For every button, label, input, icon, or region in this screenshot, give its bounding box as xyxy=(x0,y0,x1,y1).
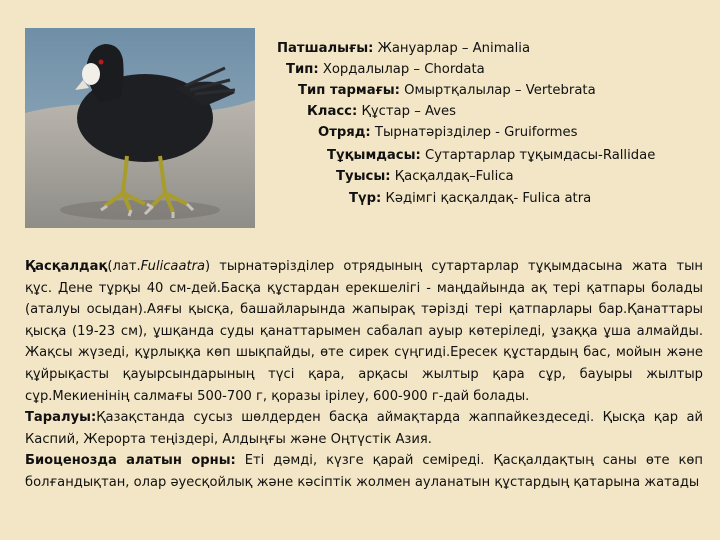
taxonomy-species xyxy=(349,188,591,210)
significance-label: Биоценозда алатын орны: xyxy=(25,453,236,469)
distribution-label: Таралуы: xyxy=(25,410,97,426)
taxonomy-kingdom xyxy=(277,38,530,60)
description-latin-prefix: (лат. xyxy=(107,259,141,274)
significance-text: Еті дәмді, күзге қарай семіреді. Қасқалдақтың саны өте көп болғандықтан, олар әуесқойлық және кәсіптік жолмен ауланатын құстардың қатарына жатады xyxy=(25,453,703,490)
taxonomy-label: Тип: xyxy=(286,62,319,77)
taxonomy-value: Кәдімгі қасқалдақ- Fulica atra xyxy=(385,191,592,206)
taxonomy-label: Тұқымдасы: xyxy=(327,148,421,163)
taxonomy-label: Класс: xyxy=(307,104,358,119)
taxonomy-label: Туысы: xyxy=(336,169,391,184)
taxonomy-phylum xyxy=(286,59,485,81)
distribution-paragraph xyxy=(25,407,703,450)
taxonomy-value: Сутартарлар тұқымдасы-Rallidae xyxy=(425,148,656,163)
coot-illustration xyxy=(25,28,255,228)
taxonomy-value: Омыртқалылар – Vertebrata xyxy=(404,83,596,98)
significance-paragraph xyxy=(25,450,703,493)
taxonomy-value: Тырнатәрізділер - Gruiformes xyxy=(374,125,578,140)
taxonomy-genus xyxy=(336,166,514,188)
description-block xyxy=(25,256,703,494)
distribution-text: Қазақстанда сусыз шөлдерден басқа аймақтарда жаппайкездеседі. Қысқа қар ай Каспий, Жерорта теңіздері, Алдыңғы және Оңтүстік Азия. xyxy=(25,410,703,447)
taxonomy-label: Тип тармағы: xyxy=(298,83,400,98)
taxonomy-label: Отряд: xyxy=(318,125,371,140)
taxonomy-label: Түр: xyxy=(349,191,382,206)
taxonomy-class xyxy=(307,101,456,123)
description-paragraph xyxy=(25,256,703,407)
description-term: Қасқалдақ xyxy=(25,259,108,274)
taxonomy-label: Патшалығы: xyxy=(277,41,374,56)
taxonomy-family xyxy=(327,145,655,167)
taxonomy-value: Хордалылар – Chordata xyxy=(322,62,485,77)
taxonomy-value: Қасқалдақ–Fulica xyxy=(394,169,514,184)
coot-photo xyxy=(25,28,255,228)
taxonomy-value: Жануарлар – Animalia xyxy=(377,41,531,56)
taxonomy-order xyxy=(318,122,578,144)
description-body: ) тырнатәрізділер отрядының сутартарлар тұқымдасына жата тын құс. Дене тұрқы 40 см-дей.Басқа құстардан ерекшелігі - маңдайында ақ тері қатпары болады (аталуы осыдан).Аяғы қысқа, башайларында жапырақ тәрізді тері қатпарлары бар.Қанаттары қысқа (19-23 см), ұшқанда суды қанаттарымен сабалап ауыр көтеріледі, ұзаққа ұша алмайды. Жақсы жүзеді, құрлыққа көп шықпайды, өте сирек сүңгиді.Ересек құстардың бас, мойын және құйрықасты қауырсындарының түсі қара, арқасы жылтыр қара сұр, бауыры жылтыр сұр.Мекиенінің салмағы 500-700 г, қоразы ірілеу, 600-900 г-дай болады. xyxy=(25,259,703,404)
taxonomy-subphylum xyxy=(298,80,596,102)
taxonomy-value: Құстар – Aves xyxy=(361,104,457,119)
description-latin-name: Fulicaatra xyxy=(140,259,206,274)
